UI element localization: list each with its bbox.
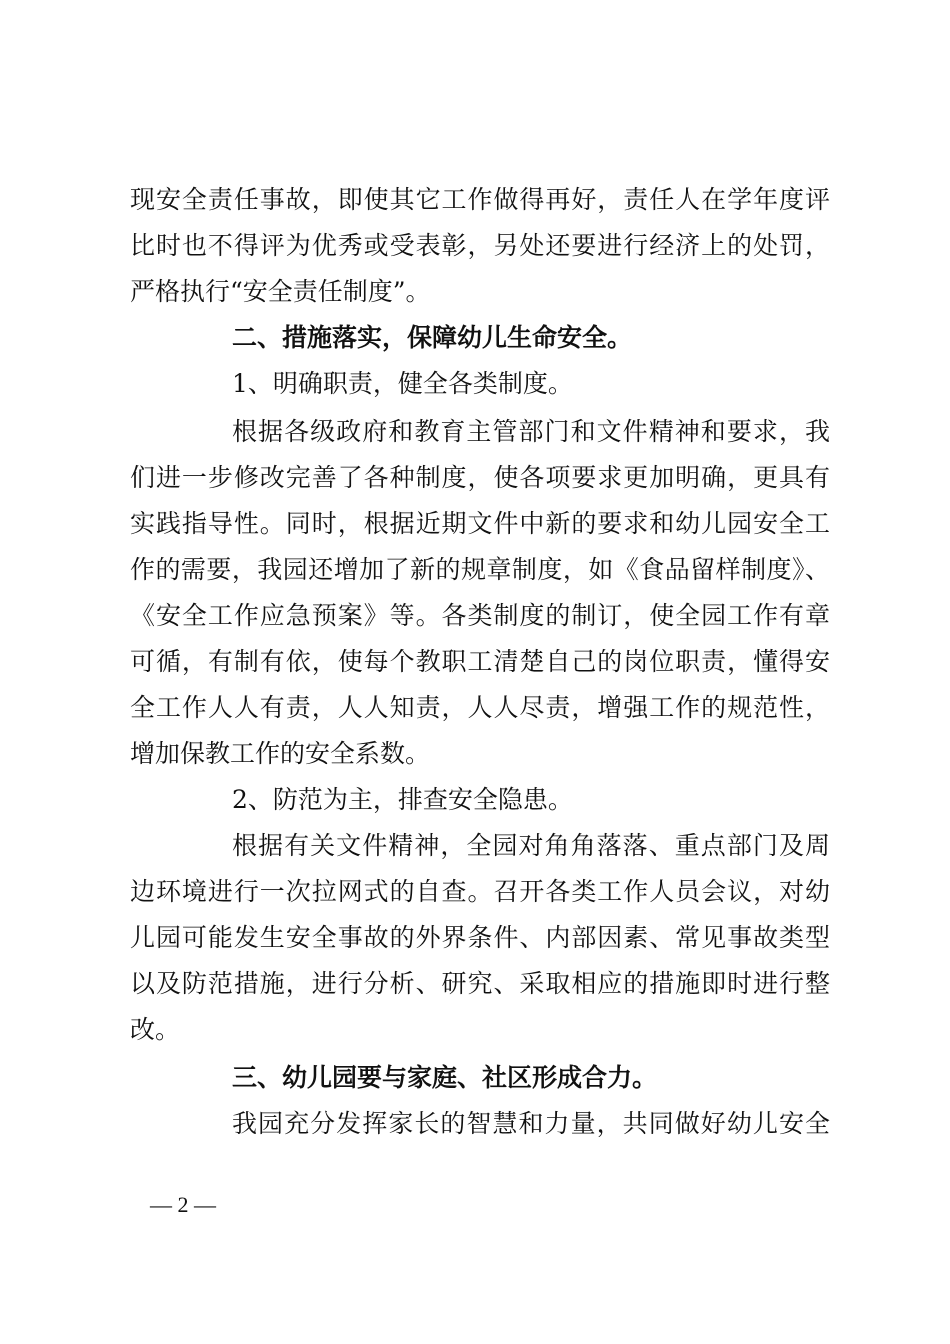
subsection-heading: 1、明确职责，健全各类制度。 [232,369,573,398]
body-text-line: 增加保教工作的安全系数。 [130,739,431,768]
body-text-line: 我园充分发挥家长的智慧和力量，共同做好幼儿安全 [232,1109,830,1138]
body-text-line: 严格执行“安全责任制度”。 [130,277,431,306]
body-text-line: 根据有关文件精神，全园对角角落落、重点部门及周 [232,831,830,860]
body-text-line: 边环境进行一次拉网式的自查。召开各类工作人员会议，对幼 [130,877,830,906]
body-text-line: 比时也不得评为优秀或受表彰，另处还要进行经济上的处罚， [130,231,830,260]
body-text-line: 以及防范措施，进行分析、研究、采取相应的措施即时进行整 [130,969,830,998]
body-text-line: 《安全工作应急预案》等。各类制度的制订，使全园工作有章 [130,601,830,630]
body-text-line: 作的需要，我园还增加了新的规章制度，如《食品留样制度》、 [130,555,830,584]
body-text-line: 可循，有制有依，使每个教职工清楚自己的岗位职责，懂得安 [130,647,830,676]
body-text-line: 改。 [130,1015,181,1044]
body-text-line: 实践指导性。同时，根据近期文件中新的要求和幼儿园安全工 [130,509,830,538]
body-text-line: 全工作人人有责，人人知责，人人尽责，增强工作的规范性， [130,693,830,722]
body-text-line: 现安全责任事故，即使其它工作做得再好，责任人在学年度评 [130,185,830,214]
body-text-line: 们进一步修改完善了各种制度，使各项要求更加明确，更具有 [130,463,830,492]
section-heading: 三、幼儿园要与家庭、社区形成合力。 [232,1063,658,1092]
body-text-line: 根据各级政府和教育主管部门和文件精神和要求，我 [232,417,830,446]
subsection-heading: 2、防范为主，排查安全隐患。 [232,785,573,814]
section-heading: 二、措施落实，保障幼儿生命安全。 [232,323,633,352]
body-text-line: 儿园可能发生安全事故的外界条件、内部因素、常见事故类型 [130,923,830,952]
page-number: — 2 — [150,1192,216,1217]
